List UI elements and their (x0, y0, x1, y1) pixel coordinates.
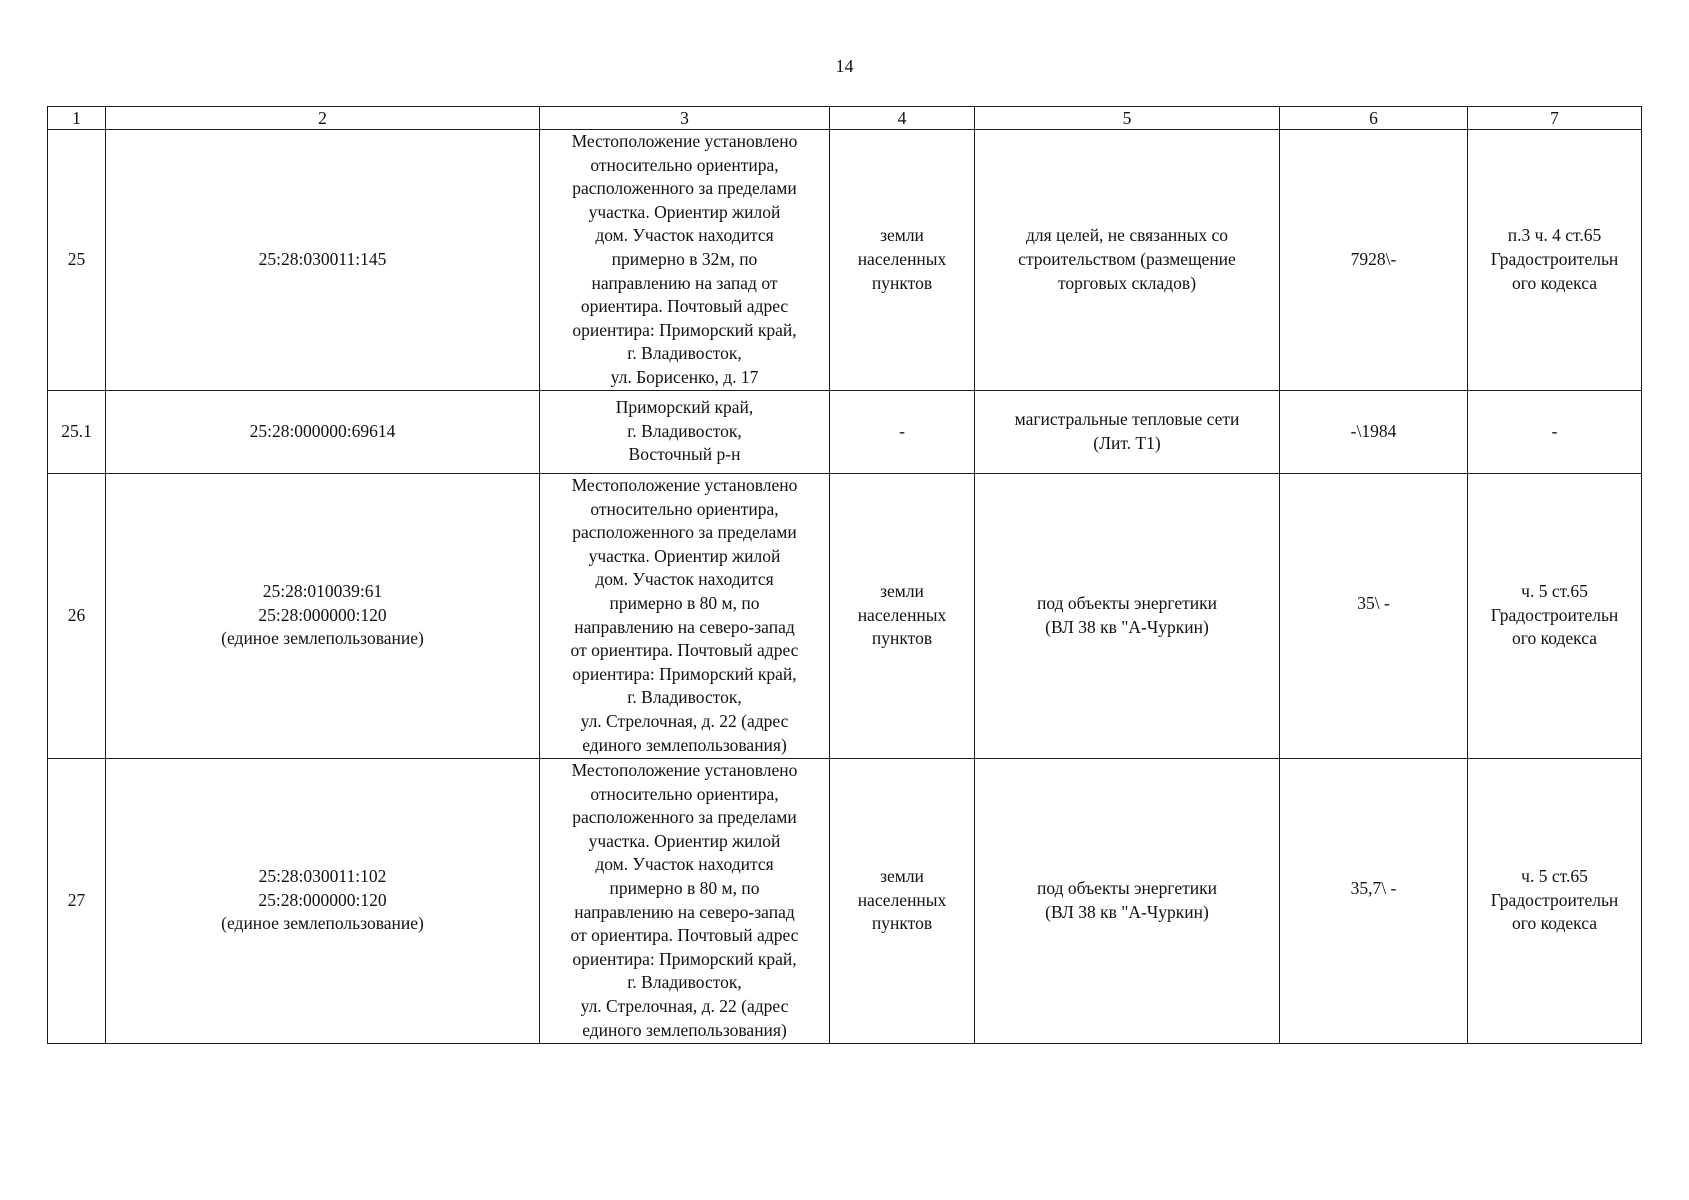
column-header: 7 (1468, 107, 1642, 130)
column-header: 1 (48, 107, 106, 130)
area-cell (1280, 758, 1468, 1043)
column-header: 4 (830, 107, 975, 130)
column-number-row (48, 107, 1642, 130)
legal-basis-cell: п.3 ч. 4 ст.65 Градостроительн ого кодекса (1468, 130, 1642, 391)
column-header: 5 (975, 107, 1280, 130)
cadastral-number-cell: 25:28:010039:61 25:28:000000:120 (единое землепользование) (106, 473, 540, 758)
cadastral-number-cell: 25:28:000000:69614 (106, 390, 540, 473)
row-number-cell: 25.1 (48, 390, 106, 473)
permitted-use-cell: магистральные тепловые сети (Лит. Т1) (975, 390, 1280, 473)
location-cell: Приморский край, г. Владивосток, Восточный р-н (540, 390, 830, 473)
column-header: 2 (106, 107, 540, 130)
page-number: 14 (835, 56, 854, 76)
location-cell: Местоположение установлено относительно ориентира, расположенного за пределами участка. Ориентир жилой дом. Участок находится примерно в 80 м, по направлению на северо-запад от ориентира. Почтовый адрес ориентира: Приморский край, г. Владивосток, ул. Стрелочная, д. 22 (адрес единого землепользования) (540, 758, 830, 1043)
permitted-use-cell: под объекты энергетики (ВЛ 38 кв "А-Чуркин) (975, 758, 1280, 1043)
location-cell: Местоположение установлено относительно ориентира, расположенного за пределами участка. Ориентир жилой дом. Участок находится примерно в 32м, по направлению на запад от ориентира. Почтовый адрес ориентира: Приморский край, г. Владивосток, ул. Борисенко, д. 17 (540, 130, 830, 391)
permitted-use-cell: для целей, не связанных со строительством (размещение торговых складов) (975, 130, 1280, 391)
land-registry-table (47, 106, 1642, 1044)
table-row (48, 130, 1642, 391)
table-row (48, 758, 1642, 1043)
land-category-cell: земли населенных пунктов (830, 130, 975, 391)
table-row (48, 473, 1642, 758)
table-row (48, 390, 1642, 473)
row-number-cell: 27 (48, 758, 106, 1043)
column-header: 6 (1280, 107, 1468, 130)
legal-basis-cell: ч. 5 ст.65 Градостроительн ого кодекса (1468, 758, 1642, 1043)
row-number-cell: 25 (48, 130, 106, 391)
area-cell: -\1984 (1280, 390, 1468, 473)
permitted-use-cell: под объекты энергетики (ВЛ 38 кв "А-Чуркин) (975, 473, 1280, 758)
area-value: 35,7\ - (1350, 877, 1397, 898)
legal-basis-cell: ч. 5 ст.65 Градостроительн ого кодекса (1468, 473, 1642, 758)
land-category-cell: земли населенных пунктов (830, 473, 975, 758)
cadastral-number-cell: 25:28:030011:145 (106, 130, 540, 391)
land-category-cell: - (830, 390, 975, 473)
legal-basis-cell: - (1468, 390, 1642, 473)
row-number-cell: 26 (48, 473, 106, 758)
area-cell: 7928\- (1280, 130, 1468, 391)
land-category-cell: земли населенных пунктов (830, 758, 975, 1043)
location-cell: Местоположение установлено относительно ориентира, расположенного за пределами участка. Ориентир жилой дом. Участок находится примерно в 80 м, по направлению на северо-запад от ориентира. Почтовый адрес ориентира: Приморский край, г. Владивосток, ул. Стрелочная, д. 22 (адрес единого землепользования) (540, 473, 830, 758)
column-header: 3 (540, 107, 830, 130)
cadastral-number-cell: 25:28:030011:102 25:28:000000:120 (единое землепользование) (106, 758, 540, 1043)
area-cell (1280, 473, 1468, 758)
area-value: 35\ - (1357, 592, 1390, 613)
